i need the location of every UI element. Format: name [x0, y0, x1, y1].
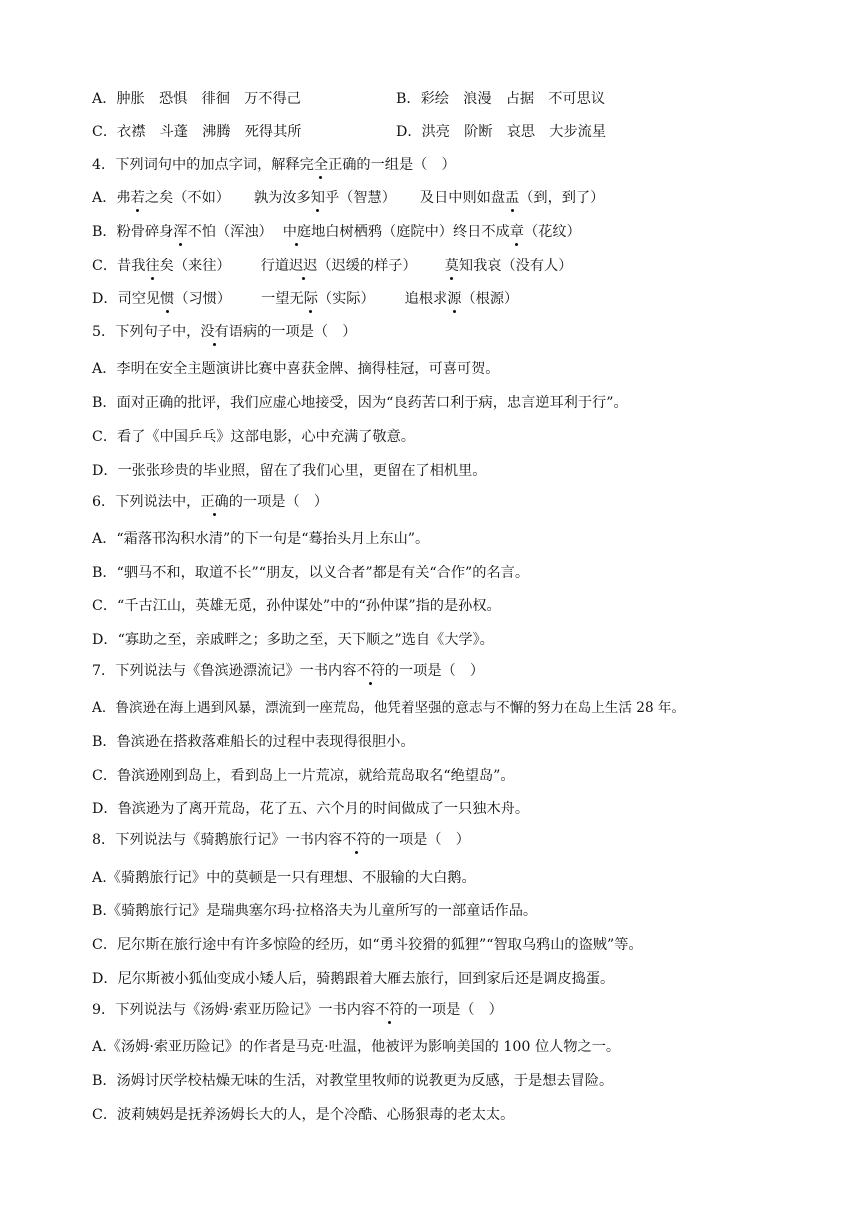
text: 矣（来往） — [159, 258, 231, 274]
q9-stem — [92, 1000, 503, 1020]
dotted-char: 知 — [310, 190, 325, 206]
text: 之矣（不如） — [144, 190, 230, 206]
dotted-char: 正确 — [200, 494, 229, 510]
q7-option-b: B．鲁滨逊在搭救落难船长的过程中表现得很胆小。 — [92, 734, 415, 750]
q5-option-c: C．看了《中国乒乓》这部电影，心中充满了敬意。 — [92, 429, 415, 445]
q9-option-a: A.《汤姆·索亚历险记》的作者是马克·吐温，他被评为影响美国的 100 位人物之一。 — [92, 1039, 621, 1055]
text: 行道 — [260, 258, 289, 274]
dotted-char: 迟迟 — [288, 258, 318, 274]
q4-option-b — [92, 222, 581, 242]
dotted-char: 不符 — [375, 1002, 404, 1018]
q4-option-c — [92, 256, 572, 276]
q8-option-b: B.《骑鹅旅行记》是瑞典塞尔玛·拉格洛夫为儿童所写的一部童话作品。 — [92, 903, 538, 919]
dotted-char: 若 — [130, 190, 145, 206]
q5-option-a: A．李明在安全主题演讲比赛中喜获金牌、摘得桂冠，可喜可贺。 — [92, 361, 500, 377]
q7-option-a: A．鲁滨逊在海上遇到风暴，漂流到一座荒岛，他凭着坚强的意志与不懈的努力在岛上生活 28 年。 — [92, 700, 686, 716]
q6-option-d: D．“寡助之至，亲戚畔之；多助之至，天下顺之”选自《大学》。 — [92, 632, 494, 648]
dotted-char: 源 — [447, 291, 462, 307]
text: 9．下列说法与《汤姆·索亚历险记》一书内容 — [92, 1002, 376, 1018]
dotted-char: 章 — [509, 224, 524, 240]
q4-stem — [92, 155, 456, 175]
q6-option-c: C．“千古江山，英雄无觅，孙仲谋处”中的“孙仲谋”指的是孙权。 — [92, 598, 501, 614]
text: 的一项是（ ） — [228, 494, 329, 510]
text: 地白树栖鸦（庭院中）终日不成 — [311, 224, 510, 240]
text: 6．下列说法中， — [92, 494, 201, 510]
text: （到，到了） — [519, 190, 605, 206]
q8-stem — [92, 830, 470, 850]
dotted-char: 惯 — [160, 291, 175, 307]
q8-option-c: C．尼尔斯在旅行途中有许多惊险的经历，如“勇斗狡猾的狐狸”“智取乌鸦山的盗贼”等。 — [92, 937, 643, 953]
q3-option-d: D．洪亮 阶断 哀思 大步流星 — [396, 124, 607, 140]
dotted-char: 中庭 — [282, 224, 312, 240]
text: 8．下列说法与《骑鹅旅行记》一书内容 — [92, 832, 343, 848]
text: 及日中则如盘 — [419, 190, 506, 206]
q4-option-d — [92, 289, 518, 309]
q4-option-a — [92, 188, 604, 208]
q5-option-d: D．一张张珍贵的毕业照，留在了我们心里，更留在了相机里。 — [92, 463, 487, 479]
text: D．司空见 — [92, 291, 161, 307]
q6-stem — [92, 492, 328, 512]
q6-option-b: B．“驷马不和，取道不长”“朋友，以义合者”都是有关“合作”的名言。 — [92, 565, 530, 581]
text: A．弗 — [92, 190, 131, 206]
text: （习惯） — [174, 291, 232, 307]
text: 不怕（浑浊） — [187, 224, 273, 240]
text: 的一项是（ ） — [370, 832, 470, 848]
q3-option-b: B．彩绘 浪漫 占据 不可思议 — [396, 91, 606, 107]
text: 孰为汝多 — [253, 190, 311, 206]
text: 乎（智慧） — [324, 190, 396, 206]
q8-option-a: A.《骑鹅旅行记》中的莫顿是一只有理想、不服输的大白鹅。 — [92, 870, 476, 886]
q8-option-d: D．尼尔斯被小狐仙变成小矮人后，骑鹅跟着大雁去旅行，回到家后还是调皮捣蛋。 — [92, 971, 615, 987]
q4-stem-text: 4．下列词句中的加点字词，解释完 — [92, 157, 314, 173]
q4-stem-text-end: 正确的一组是（ ） — [328, 157, 456, 173]
dotted-char: 没有 — [200, 324, 229, 340]
q3-option-c: C．衣襟 斗蓬 沸腾 死得其所 — [92, 124, 302, 140]
dotted-char: 莫 — [444, 258, 459, 274]
dotted-char: 不符 — [342, 832, 371, 848]
dotted-char: 盂 — [505, 190, 520, 206]
text: （花纹） — [523, 224, 581, 240]
dotted-char: 不符 — [356, 663, 385, 679]
text: 一望无 — [261, 291, 304, 307]
dotted-char: 浑 — [173, 224, 188, 240]
q4-stem-dotted: 全 — [313, 157, 329, 173]
text: C．昔我 — [92, 258, 146, 274]
text: B．粉骨碎身 — [92, 224, 174, 240]
text: （根源） — [461, 291, 519, 307]
q5-stem — [92, 322, 356, 342]
text: （迟缓的样子） — [317, 258, 417, 274]
q6-option-a: A．“霜落邗沟积水清”的下一句是“蓦抬头月上东山”。 — [92, 531, 430, 547]
dotted-char: 往 — [145, 258, 160, 274]
q3-option-a: A．肿胀 恐惧 徘徊 万不得己 — [92, 91, 301, 107]
text: 的一项是（ ） — [384, 663, 485, 679]
text: （实际） — [317, 291, 375, 307]
text: 语病的一项是（ ） — [228, 324, 357, 340]
q5-option-b: B．面对正确的批评，我们应虚心地接受，因为“良药苦口利于病，忠言逆耳利于行”。 — [92, 395, 628, 411]
q7-option-d: D．鲁滨逊为了离开荒岛，花了五、六个月的时间做成了一只独木舟。 — [92, 801, 530, 817]
q7-stem — [92, 661, 484, 681]
text: 追根求 — [404, 291, 448, 307]
text: 知我哀（没有人） — [458, 258, 573, 274]
q9-option-b: B．汤姆讨厌学校枯燥无味的生活，对教堂里牧师的说教更为反感，于是想去冒险。 — [92, 1073, 614, 1089]
text: 的一项是（ ） — [403, 1002, 503, 1018]
q9-option-c: C．波莉姨妈是抚养汤姆长大的人，是个冷酷、心肠狠毒的老太太。 — [92, 1107, 515, 1123]
dotted-char: 际 — [303, 291, 318, 307]
text: 7．下列说法与《鲁滨逊漂流记》一书内容 — [92, 663, 357, 679]
q7-option-c: C．鲁滨逊刚到岛上，看到岛上一片荒凉，就给荒岛取名“绝望岛”。 — [92, 768, 515, 784]
text: 5．下列句子中， — [92, 324, 201, 340]
